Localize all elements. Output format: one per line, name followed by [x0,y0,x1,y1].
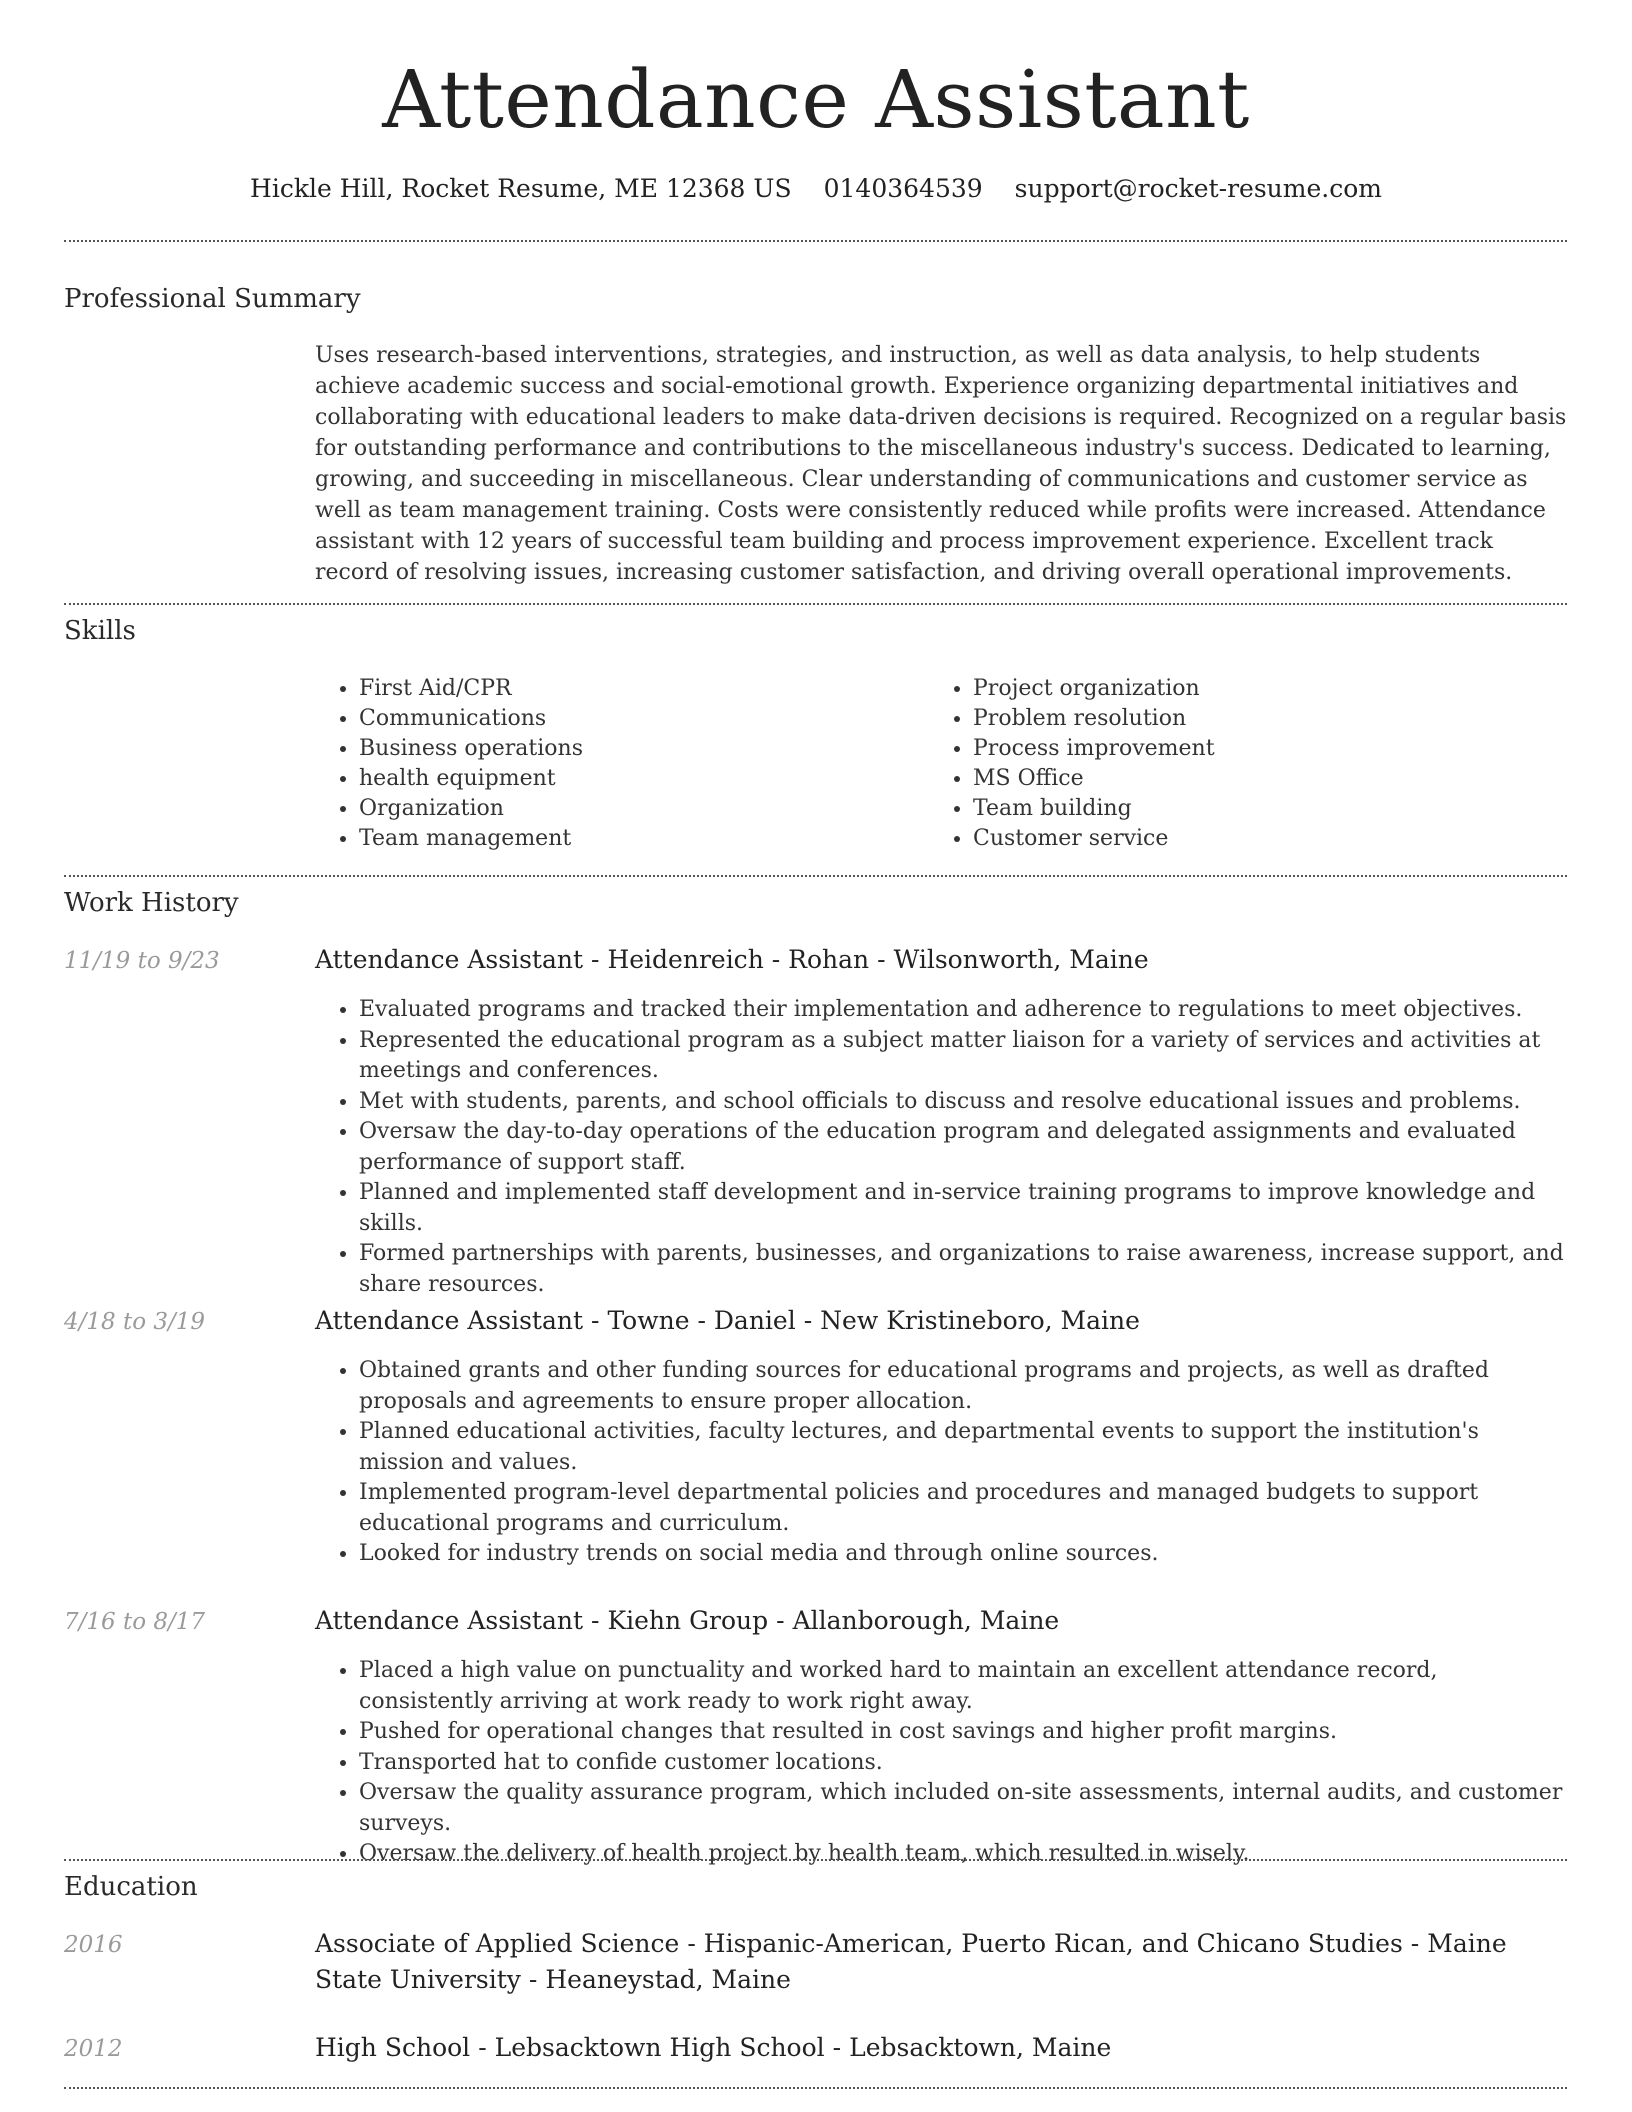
skills-list-left [315,674,583,854]
duty-item: • Oversaw the day-to-day operations of the education program and delegated assignments and evaluated performance of support staff. [359,1117,1570,1178]
education-school: Maine State University [315,1929,1507,1994]
job-heading: Attendance Assistant - Heidenreich - Rohan - Wilsonworth, Maine [315,945,1149,974]
education-degree: High School [315,2033,471,2062]
divider [64,1859,1567,1861]
section-title-education: Education [64,1872,198,1902]
job-duties [315,995,1570,1300]
job-title: Attendance Assistant [315,945,583,974]
job-location: Wilsonworth, Maine [893,945,1149,974]
duty-item: • Implemented program-level departmental policies and procedures and managed budgets to support educational programs and curriculum. [359,1478,1570,1539]
divider [64,2087,1567,2089]
skill-item: • Project organization [973,674,1215,704]
job-title: Attendance Assistant [315,1306,583,1335]
summary-text: Uses research-based interventions, strategies, and instruction, as well as data analysis, to help students achieve academic success and social-emotional growth. Experience organizing departmental initiatives and collaborating with educational leaders to make data-driven decisions is required. Recognized on a regular basis for outstanding performance and contributions to the miscellaneous industry's success. Dedicated to learning, growing, and succeeding in miscellaneous. Clear understanding of communications and customer service as well as team management training. Costs were consistently reduced while profits were increased. Attendance assistant with 12 years of successful team building and process improvement experience. Excellent track record of resolving issues, increasing customer satisfaction, and driving overall operational improvements. [315,343,1567,585]
skill-item: • Organization [359,794,583,824]
skill-item: • Team management [359,824,583,854]
job-dates: 7/16 to 8/17 [64,1609,206,1635]
divider [64,240,1567,242]
duty-item: • Placed a high value on punctuality and worked hard to maintain an excellent attendance record, consistently arriving at work ready to work right away. [359,1656,1570,1717]
skill-item: • Business operations [359,734,583,764]
divider [64,603,1567,605]
skill-item: • Team building [973,794,1215,824]
duty-item: • Met with students, parents, and school officials to discuss and resolve educational issues and problems. [359,1087,1570,1118]
job-location: New Kristineboro, Maine [820,1306,1140,1335]
job-dates: 4/18 to 3/19 [64,1309,206,1335]
section-title-skills: Skills [64,616,136,646]
job-company: Towne - Daniel [607,1306,796,1335]
contact-phone: 0140364539 [823,174,983,203]
duty-item: • Pushed for operational changes that resulted in cost savings and higher profit margins. [359,1717,1570,1748]
education-heading: Associate of Applied Science - Hispanic-American, Puerto Rican, and Chicano Studies - Maine State University - Heaneystad, Maine [315,1929,1507,1994]
contact-address: Hickle Hill, Rocket Resume, ME 12368 US [250,174,792,203]
duty-item: • Transported hat to confide customer locations. [359,1748,1570,1779]
job-heading: Attendance Assistant - Towne - Daniel - New Kristineboro, Maine [315,1306,1140,1335]
education-degree: Associate of Applied Science [315,1929,680,1958]
duty-item: • Planned educational activities, faculty lectures, and departmental events to support the institution's mission and values. [359,1417,1570,1478]
job-location: Allanborough, Maine [792,1606,1060,1635]
duty-item: • Oversaw the delivery of health project by health team, which resulted in wisely. [359,1839,1570,1870]
job-company: Heidenreich - Rohan [607,945,870,974]
education-school: Lebsacktown High School [494,2033,825,2062]
skill-item: • health equipment [359,764,583,794]
education-location: Lebsacktown, Maine [849,2033,1112,2062]
section-title-work: Work History [64,888,239,918]
duty-item: • Oversaw the quality assurance program, which included on-site assessments, internal audits, and customer surveys. [359,1778,1570,1839]
contact-email: support@rocket-resume.com [1014,174,1382,203]
skills-list-right [929,674,1215,854]
duty-item: • Represented the educational program as a subject matter liaison for a variety of services and activities at meetings and conferences. [359,1026,1570,1087]
divider [64,875,1567,877]
candidate-name: Attendance Assistant [382,53,1250,146]
job-duties [315,1656,1570,1870]
job-company: Kiehn Group [607,1606,769,1635]
duty-item: • Planned and implemented staff development and in-service training programs to improve knowledge and skills. [359,1178,1570,1239]
duty-item: • Obtained grants and other funding sources for educational programs and projects, as well as drafted proposals and agreements to ensure proper allocation. [359,1356,1570,1417]
job-duties [315,1356,1570,1570]
job-title: Attendance Assistant [315,1606,583,1635]
skill-item: • First Aid/CPR [359,674,583,704]
duty-item: • Looked for industry trends on social media and through online sources. [359,1539,1570,1570]
job-heading: Attendance Assistant - Kiehn Group - Allanborough, Maine [315,1606,1060,1635]
skill-item: • Problem resolution [973,704,1215,734]
education-location: Heaneystad, Maine [545,1965,791,1994]
education-heading: High School - Lebsacktown High School - Lebsacktown, Maine [315,2033,1112,2062]
education-year: 2016 [64,1932,123,1958]
education-year: 2012 [64,2036,123,2062]
education-field: Hispanic-American, Puerto Rican, and Chicano Studies [703,1929,1403,1958]
skill-item: • Communications [359,704,583,734]
section-title-summary: Professional Summary [64,284,361,314]
contact-line [0,172,1632,206]
duty-item: • Evaluated programs and tracked their implementation and adherence to regulations to meet objectives. [359,995,1570,1026]
skill-item: • Process improvement [973,734,1215,764]
skill-item: • MS Office [973,764,1215,794]
skill-item: • Customer service [973,824,1215,854]
duty-item: • Formed partnerships with parents, businesses, and organizations to raise awareness, increase support, and share resources. [359,1239,1570,1300]
job-dates: 11/19 to 9/23 [64,948,220,974]
